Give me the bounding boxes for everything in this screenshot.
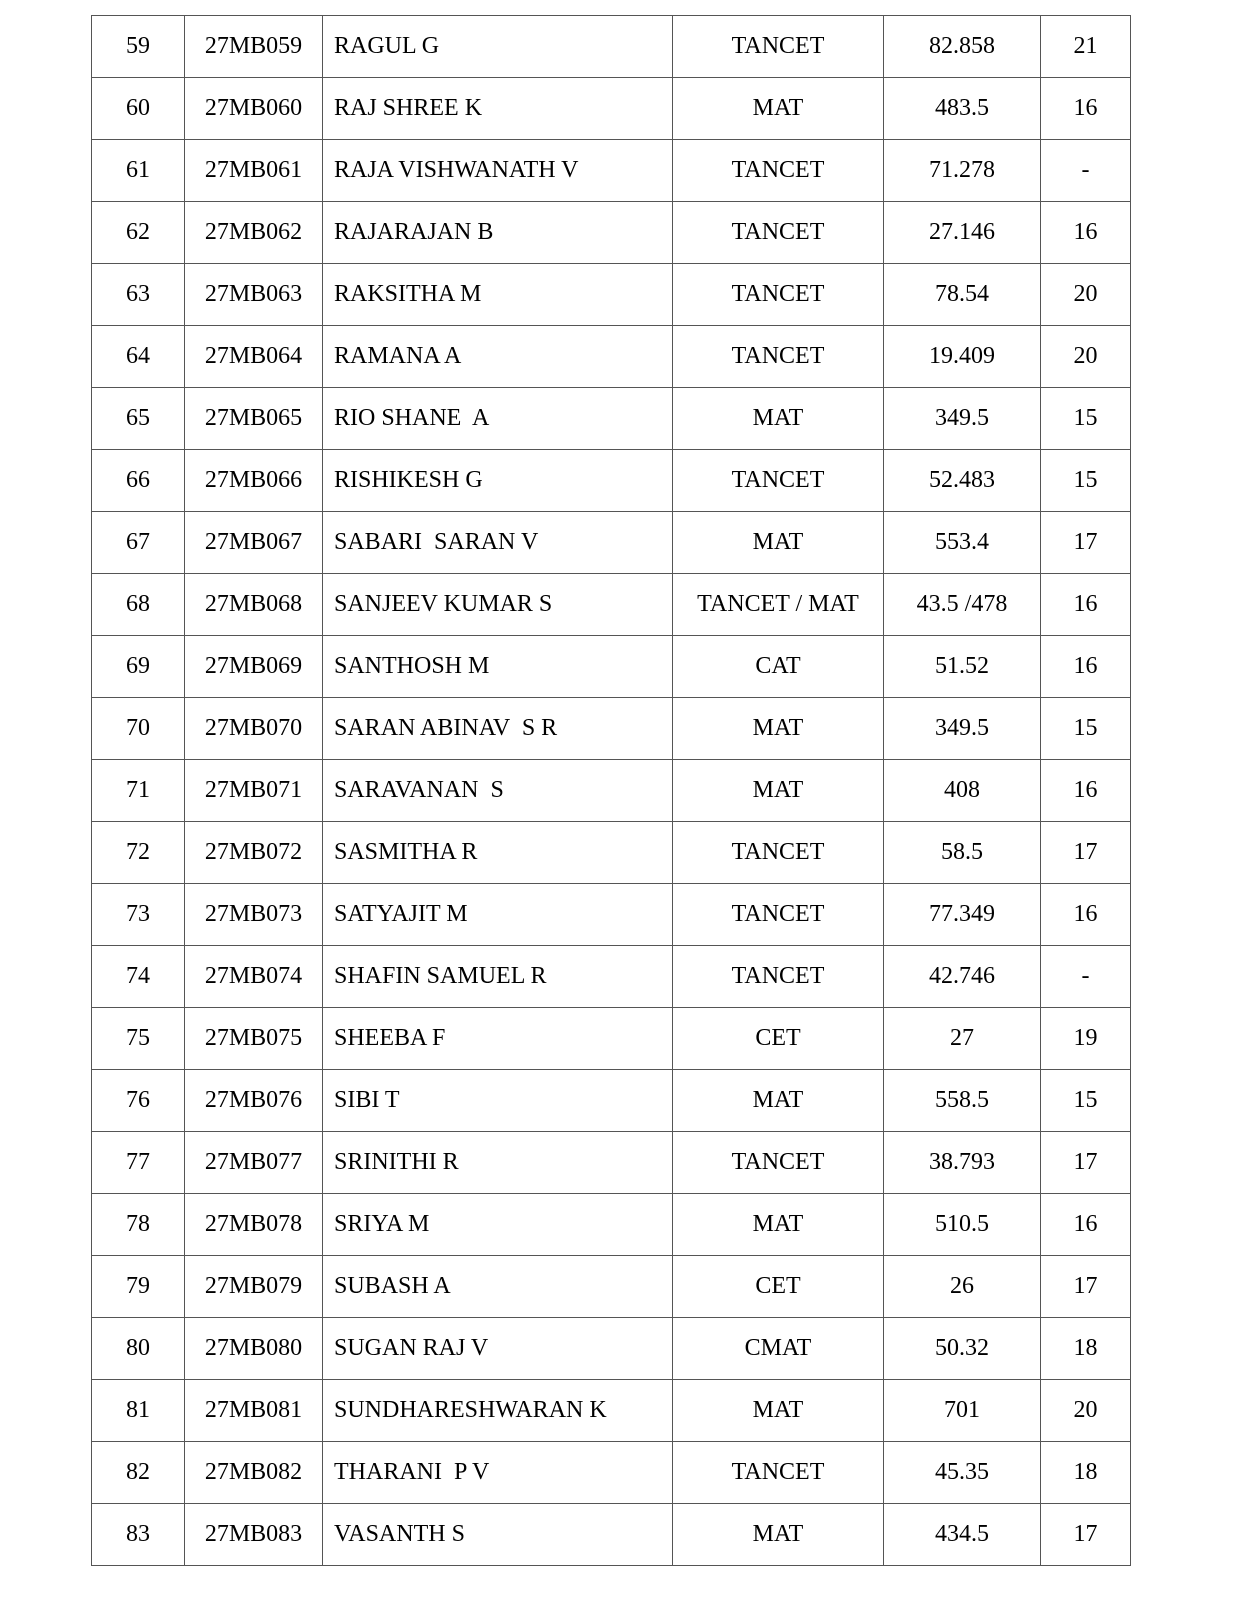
exam-score-cell: 434.5 <box>884 1504 1041 1566</box>
entrance-exam-cell: MAT <box>673 1504 884 1566</box>
student-table <box>91 15 1131 1566</box>
table-row <box>92 946 1131 1008</box>
student-name-cell: RISHIKESH G <box>323 450 673 512</box>
serial-number-cell: 74 <box>92 946 185 1008</box>
entrance-exam-cell: CET <box>673 1008 884 1070</box>
exam-score-cell: 50.32 <box>884 1318 1041 1380</box>
student-name-cell: SRIYA M <box>323 1194 673 1256</box>
student-name-cell: SABARI SARAN V <box>323 512 673 574</box>
entrance-exam-cell: TANCET <box>673 264 884 326</box>
student-name-cell: RAJA VISHWANATH V <box>323 140 673 202</box>
rank-cell: 17 <box>1041 1132 1131 1194</box>
register-number-cell: 27MB078 <box>185 1194 323 1256</box>
table-row <box>92 574 1131 636</box>
table-row <box>92 140 1131 202</box>
table-row <box>92 1070 1131 1132</box>
serial-number-cell: 75 <box>92 1008 185 1070</box>
exam-score-cell: 43.5 /478 <box>884 574 1041 636</box>
exam-score-cell: 42.746 <box>884 946 1041 1008</box>
serial-number-cell: 80 <box>92 1318 185 1380</box>
student-name-cell: VASANTH S <box>323 1504 673 1566</box>
table-row <box>92 16 1131 78</box>
rank-cell: 17 <box>1041 822 1131 884</box>
rank-cell: 15 <box>1041 450 1131 512</box>
register-number-cell: 27MB065 <box>185 388 323 450</box>
serial-number-cell: 59 <box>92 16 185 78</box>
table-row <box>92 450 1131 512</box>
exam-score-cell: 27.146 <box>884 202 1041 264</box>
serial-number-cell: 70 <box>92 698 185 760</box>
register-number-cell: 27MB064 <box>185 326 323 388</box>
exam-score-cell: 78.54 <box>884 264 1041 326</box>
serial-number-cell: 76 <box>92 1070 185 1132</box>
rank-cell: 17 <box>1041 512 1131 574</box>
rank-cell: 18 <box>1041 1442 1131 1504</box>
student-name-cell: SHEEBA F <box>323 1008 673 1070</box>
rank-cell: 21 <box>1041 16 1131 78</box>
register-number-cell: 27MB068 <box>185 574 323 636</box>
register-number-cell: 27MB081 <box>185 1380 323 1442</box>
entrance-exam-cell: MAT <box>673 760 884 822</box>
exam-score-cell: 483.5 <box>884 78 1041 140</box>
student-name-cell: SIBI T <box>323 1070 673 1132</box>
table-row <box>92 1380 1131 1442</box>
serial-number-cell: 71 <box>92 760 185 822</box>
serial-number-cell: 83 <box>92 1504 185 1566</box>
exam-score-cell: 408 <box>884 760 1041 822</box>
entrance-exam-cell: TANCET <box>673 884 884 946</box>
student-name-cell: SATYAJIT M <box>323 884 673 946</box>
register-number-cell: 27MB062 <box>185 202 323 264</box>
register-number-cell: 27MB067 <box>185 512 323 574</box>
table-row <box>92 1256 1131 1318</box>
entrance-exam-cell: CMAT <box>673 1318 884 1380</box>
register-number-cell: 27MB066 <box>185 450 323 512</box>
student-name-cell: SUNDHARESHWARAN K <box>323 1380 673 1442</box>
table-row <box>92 698 1131 760</box>
serial-number-cell: 78 <box>92 1194 185 1256</box>
serial-number-cell: 61 <box>92 140 185 202</box>
student-name-cell: THARANI P V <box>323 1442 673 1504</box>
student-name-cell: RAJARAJAN B <box>323 202 673 264</box>
register-number-cell: 27MB082 <box>185 1442 323 1504</box>
student-name-cell: SHAFIN SAMUEL R <box>323 946 673 1008</box>
exam-score-cell: 27 <box>884 1008 1041 1070</box>
register-number-cell: 27MB069 <box>185 636 323 698</box>
exam-score-cell: 553.4 <box>884 512 1041 574</box>
register-number-cell: 27MB080 <box>185 1318 323 1380</box>
entrance-exam-cell: MAT <box>673 78 884 140</box>
entrance-exam-cell: MAT <box>673 512 884 574</box>
register-number-cell: 27MB074 <box>185 946 323 1008</box>
rank-cell: 15 <box>1041 388 1131 450</box>
serial-number-cell: 73 <box>92 884 185 946</box>
table-row <box>92 1132 1131 1194</box>
rank-cell: 15 <box>1041 1070 1131 1132</box>
serial-number-cell: 81 <box>92 1380 185 1442</box>
entrance-exam-cell: TANCET <box>673 450 884 512</box>
exam-score-cell: 82.858 <box>884 16 1041 78</box>
table-row <box>92 326 1131 388</box>
rank-cell: 16 <box>1041 202 1131 264</box>
rank-cell: 18 <box>1041 1318 1131 1380</box>
table-row <box>92 760 1131 822</box>
rank-cell: 20 <box>1041 264 1131 326</box>
entrance-exam-cell: TANCET <box>673 822 884 884</box>
entrance-exam-cell: MAT <box>673 1070 884 1132</box>
entrance-exam-cell: CAT <box>673 636 884 698</box>
rank-cell: 16 <box>1041 574 1131 636</box>
table-row <box>92 78 1131 140</box>
rank-cell: 16 <box>1041 1194 1131 1256</box>
register-number-cell: 27MB073 <box>185 884 323 946</box>
entrance-exam-cell: TANCET <box>673 1132 884 1194</box>
table-row <box>92 1504 1131 1566</box>
table-row <box>92 1194 1131 1256</box>
register-number-cell: 27MB060 <box>185 78 323 140</box>
entrance-exam-cell: MAT <box>673 1380 884 1442</box>
entrance-exam-cell: MAT <box>673 388 884 450</box>
rank-cell: 16 <box>1041 760 1131 822</box>
exam-score-cell: 701 <box>884 1380 1041 1442</box>
exam-score-cell: 349.5 <box>884 698 1041 760</box>
entrance-exam-cell: TANCET <box>673 16 884 78</box>
entrance-exam-cell: TANCET <box>673 1442 884 1504</box>
table-row <box>92 822 1131 884</box>
exam-score-cell: 71.278 <box>884 140 1041 202</box>
register-number-cell: 27MB075 <box>185 1008 323 1070</box>
rank-cell: 19 <box>1041 1008 1131 1070</box>
table-row <box>92 202 1131 264</box>
exam-score-cell: 77.349 <box>884 884 1041 946</box>
serial-number-cell: 68 <box>92 574 185 636</box>
table-row <box>92 636 1131 698</box>
exam-score-cell: 26 <box>884 1256 1041 1318</box>
entrance-exam-cell: MAT <box>673 1194 884 1256</box>
serial-number-cell: 66 <box>92 450 185 512</box>
register-number-cell: 27MB071 <box>185 760 323 822</box>
student-name-cell: SANJEEV KUMAR S <box>323 574 673 636</box>
table-row <box>92 1442 1131 1504</box>
student-name-cell: SASMITHA R <box>323 822 673 884</box>
serial-number-cell: 62 <box>92 202 185 264</box>
table-row <box>92 512 1131 574</box>
table-row <box>92 884 1131 946</box>
serial-number-cell: 79 <box>92 1256 185 1318</box>
table-row <box>92 1008 1131 1070</box>
student-name-cell: SARAVANAN S <box>323 760 673 822</box>
student-name-cell: RAGUL G <box>323 16 673 78</box>
serial-number-cell: 82 <box>92 1442 185 1504</box>
student-name-cell: RAKSITHA M <box>323 264 673 326</box>
table-row <box>92 1318 1131 1380</box>
student-name-cell: RAJ SHREE K <box>323 78 673 140</box>
serial-number-cell: 77 <box>92 1132 185 1194</box>
student-name-cell: RIO SHANE A <box>323 388 673 450</box>
rank-cell: 16 <box>1041 884 1131 946</box>
register-number-cell: 27MB079 <box>185 1256 323 1318</box>
serial-number-cell: 69 <box>92 636 185 698</box>
rank-cell: 15 <box>1041 698 1131 760</box>
student-table-body <box>92 16 1131 1566</box>
rank-cell: 16 <box>1041 636 1131 698</box>
entrance-exam-cell: TANCET <box>673 202 884 264</box>
entrance-exam-cell: TANCET <box>673 946 884 1008</box>
rank-cell: 17 <box>1041 1504 1131 1566</box>
student-name-cell: SUGAN RAJ V <box>323 1318 673 1380</box>
serial-number-cell: 65 <box>92 388 185 450</box>
rank-cell: 16 <box>1041 78 1131 140</box>
rank-cell: - <box>1041 140 1131 202</box>
serial-number-cell: 64 <box>92 326 185 388</box>
register-number-cell: 27MB072 <box>185 822 323 884</box>
exam-score-cell: 45.35 <box>884 1442 1041 1504</box>
register-number-cell: 27MB061 <box>185 140 323 202</box>
exam-score-cell: 349.5 <box>884 388 1041 450</box>
exam-score-cell: 558.5 <box>884 1070 1041 1132</box>
exam-score-cell: 19.409 <box>884 326 1041 388</box>
exam-score-cell: 38.793 <box>884 1132 1041 1194</box>
student-name-cell: SARAN ABINAV S R <box>323 698 673 760</box>
register-number-cell: 27MB083 <box>185 1504 323 1566</box>
exam-score-cell: 58.5 <box>884 822 1041 884</box>
exam-score-cell: 51.52 <box>884 636 1041 698</box>
serial-number-cell: 67 <box>92 512 185 574</box>
register-number-cell: 27MB070 <box>185 698 323 760</box>
student-name-cell: RAMANA A <box>323 326 673 388</box>
exam-score-cell: 510.5 <box>884 1194 1041 1256</box>
register-number-cell: 27MB063 <box>185 264 323 326</box>
entrance-exam-cell: CET <box>673 1256 884 1318</box>
student-name-cell: SRINITHI R <box>323 1132 673 1194</box>
serial-number-cell: 63 <box>92 264 185 326</box>
rank-cell: 20 <box>1041 326 1131 388</box>
entrance-exam-cell: TANCET <box>673 326 884 388</box>
exam-score-cell: 52.483 <box>884 450 1041 512</box>
register-number-cell: 27MB076 <box>185 1070 323 1132</box>
serial-number-cell: 72 <box>92 822 185 884</box>
rank-cell: - <box>1041 946 1131 1008</box>
entrance-exam-cell: TANCET / MAT <box>673 574 884 636</box>
student-name-cell: SANTHOSH M <box>323 636 673 698</box>
register-number-cell: 27MB059 <box>185 16 323 78</box>
entrance-exam-cell: TANCET <box>673 140 884 202</box>
serial-number-cell: 60 <box>92 78 185 140</box>
entrance-exam-cell: MAT <box>673 698 884 760</box>
table-row <box>92 264 1131 326</box>
register-number-cell: 27MB077 <box>185 1132 323 1194</box>
rank-cell: 17 <box>1041 1256 1131 1318</box>
rank-cell: 20 <box>1041 1380 1131 1442</box>
student-name-cell: SUBASH A <box>323 1256 673 1318</box>
table-row <box>92 388 1131 450</box>
